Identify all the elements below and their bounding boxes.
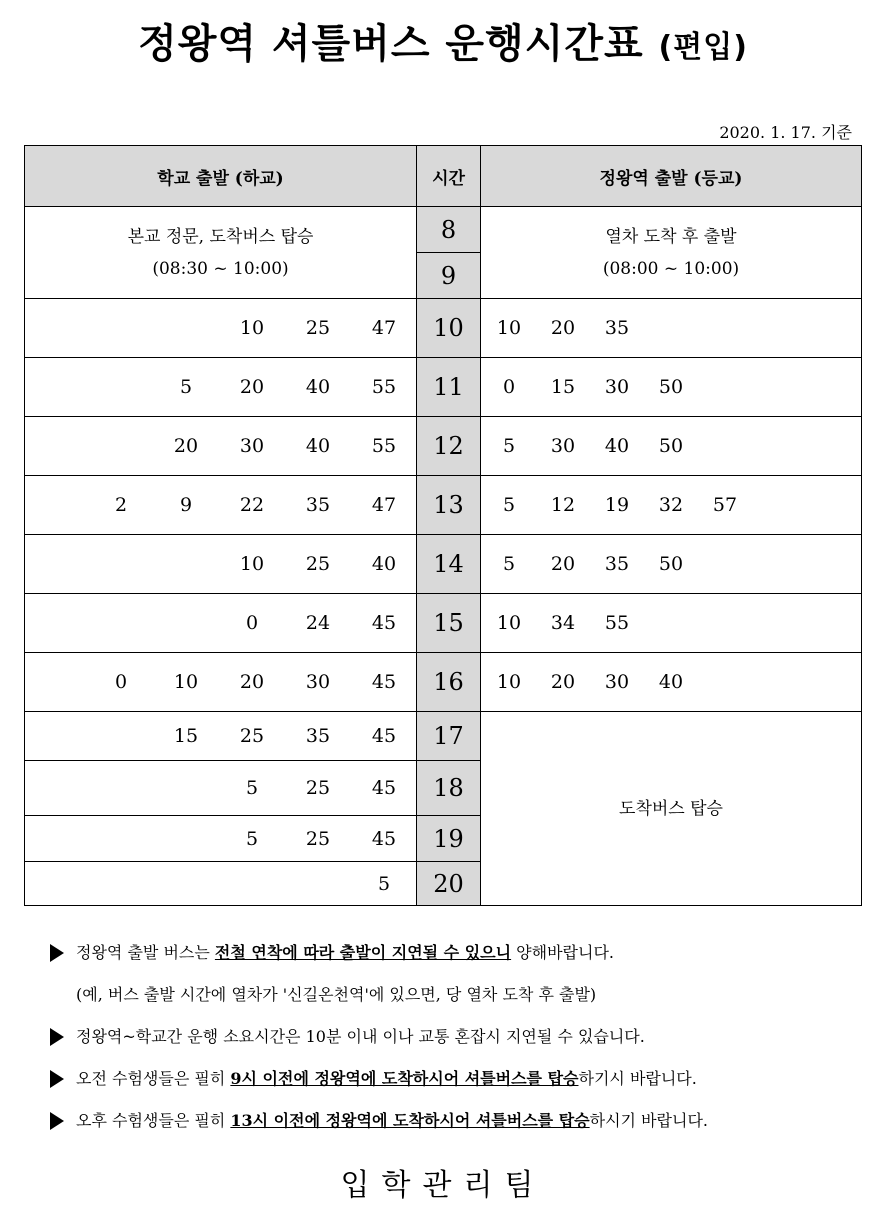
- hour-cell: 8: [417, 207, 481, 253]
- school-minute: 40: [305, 435, 331, 457]
- station-minute: 20: [550, 671, 576, 693]
- note-text-emphasis: 13시 이전에 정왕역에 도착하시어 셔틀버스를 탑승: [230, 1111, 590, 1130]
- station-minute: 57: [712, 494, 738, 516]
- station-minute: 10: [496, 317, 522, 339]
- school-minutes-cell: [25, 299, 417, 358]
- school-minutes-cell: [25, 417, 417, 476]
- hour-cell: 14: [417, 535, 481, 594]
- station-minute: 10: [496, 612, 522, 634]
- school-minute: 5: [179, 376, 193, 398]
- note-text-pre: 오후 수험생들은 필히: [76, 1111, 231, 1130]
- station-minute: 0: [502, 376, 516, 398]
- bullet-triangle-icon: [50, 1070, 64, 1088]
- station-minute: 35: [604, 553, 630, 575]
- station-minutes-cell: [481, 653, 862, 712]
- school-minute: 45: [371, 612, 397, 634]
- note-item: [50, 1108, 870, 1150]
- station-early-info: [481, 207, 862, 299]
- header-station: 정왕역 출발 (등교): [481, 146, 862, 207]
- header-time: 시간: [417, 146, 481, 207]
- school-minute: 24: [305, 612, 331, 634]
- note-text-pre: 정왕역~학교간 운행 소요시간은 10분 이내 이나 교통 혼잡시 지연될 수 있습니다.: [76, 1027, 645, 1046]
- school-minute: 45: [371, 725, 397, 747]
- station-minute: 5: [502, 494, 516, 516]
- school-minute: 40: [305, 376, 331, 398]
- school-minutes-cell: [25, 476, 417, 535]
- school-early-line1: 본교 정문, 도착버스 탑승: [127, 226, 314, 247]
- header-row: [25, 146, 862, 207]
- school-minute: 25: [305, 777, 331, 799]
- school-minute: 9: [179, 494, 193, 516]
- table-row: [25, 535, 862, 594]
- hour-cell: 20: [417, 862, 481, 906]
- station-minute: 12: [550, 494, 576, 516]
- school-minute: 25: [305, 553, 331, 575]
- hour-cell: 15: [417, 594, 481, 653]
- note-text-emphasis: 9시 이전에 정왕역에 도착하시어 셔틀버스를 탑승: [230, 1069, 579, 1088]
- station-minute: 5: [502, 435, 516, 457]
- table-row: [25, 358, 862, 417]
- station-minute: 5: [502, 553, 516, 575]
- title-sub: (편입): [658, 30, 748, 65]
- school-minute: 30: [305, 671, 331, 693]
- school-minute: 0: [245, 612, 259, 634]
- bullet-triangle-icon: [50, 944, 64, 962]
- school-early-info: [25, 207, 417, 299]
- note-text-post: 하시기 바랍니다.: [589, 1111, 708, 1130]
- hour-cell: 19: [417, 816, 481, 862]
- table-row: [25, 653, 862, 712]
- bullet-triangle-icon: [50, 1112, 64, 1130]
- school-minutes-cell: [25, 816, 417, 862]
- station-minute: 40: [658, 671, 684, 693]
- school-minutes-cell: [25, 761, 417, 816]
- school-minute: 25: [305, 317, 331, 339]
- school-minute: 0: [114, 671, 128, 693]
- school-minute: 5: [245, 777, 259, 799]
- school-minutes-cell: [25, 712, 417, 761]
- school-minute: 55: [371, 376, 397, 398]
- bullet-triangle-icon: [50, 1028, 64, 1046]
- table-row: [25, 417, 862, 476]
- note-text: [76, 1024, 645, 1050]
- note-item: [50, 1024, 870, 1066]
- station-minute: 34: [550, 612, 576, 634]
- basis-date: 2020. 1. 17. 기준: [719, 123, 852, 142]
- station-minute: 15: [550, 376, 576, 398]
- table-row: [25, 207, 862, 253]
- signature: 입학관리팀: [340, 1168, 546, 1203]
- station-minutes-cell: [481, 299, 862, 358]
- school-minute: 35: [305, 494, 331, 516]
- school-minutes-cell: [25, 862, 417, 906]
- note-item: [50, 940, 870, 982]
- station-minute: 50: [658, 553, 684, 575]
- note-text: [76, 940, 614, 966]
- table-row: [25, 476, 862, 535]
- note-text: [76, 1066, 697, 1092]
- station-early-line2: (08:00 ~ 10:00): [602, 258, 740, 279]
- note-text-post: 양해바랍니다.: [511, 943, 615, 962]
- table-row: [25, 299, 862, 358]
- school-minutes-cell: [25, 594, 417, 653]
- station-minute: 30: [550, 435, 576, 457]
- school-minute: 20: [239, 671, 265, 693]
- station-minutes-cell: [481, 417, 862, 476]
- school-minute: 20: [239, 376, 265, 398]
- title-main: 정왕역 셔틀버스 운행시간표: [138, 21, 644, 67]
- note-item: [50, 982, 870, 1024]
- station-minute: 40: [604, 435, 630, 457]
- station-minute: 30: [604, 671, 630, 693]
- station-minute: 35: [604, 317, 630, 339]
- school-early-line2: (08:30 ~ 10:00): [152, 258, 289, 279]
- hour-cell: 11: [417, 358, 481, 417]
- school-minute: 22: [239, 494, 265, 516]
- station-minute: 32: [658, 494, 684, 516]
- school-minute: 5: [245, 827, 259, 850]
- station-minute: 20: [550, 317, 576, 339]
- hour-cell: 13: [417, 476, 481, 535]
- note-text-pre: 정왕역 출발 버스는: [76, 943, 215, 962]
- hour-cell: 10: [417, 299, 481, 358]
- note-item: [50, 1066, 870, 1108]
- hour-cell: 18: [417, 761, 481, 816]
- note-text: [76, 1108, 708, 1134]
- school-minute: 2: [114, 494, 128, 516]
- school-minute: 45: [371, 827, 397, 850]
- note-text-emphasis: 전철 연착에 따라 출발이 지연될 수 있으니: [214, 943, 512, 962]
- table-row: [25, 594, 862, 653]
- school-minutes-cell: [25, 653, 417, 712]
- hour-cell: 9: [417, 253, 481, 299]
- school-minute: 47: [371, 494, 397, 516]
- school-minute: 10: [239, 553, 265, 575]
- station-minute: 30: [604, 376, 630, 398]
- hour-cell: 17: [417, 712, 481, 761]
- hour-cell: 16: [417, 653, 481, 712]
- station-minutes-cell: [481, 535, 862, 594]
- school-minute: 10: [173, 671, 199, 693]
- school-minute: 45: [371, 671, 397, 693]
- station-minute: 55: [604, 612, 630, 634]
- school-minute: 47: [371, 317, 397, 339]
- school-minute: 20: [173, 435, 199, 457]
- note-text-pre: (예, 버스 출발 시간에 열차가 '신길온천역'에 있으면, 당 열차 도착 후 출발): [76, 985, 597, 1004]
- school-minutes-cell: [25, 358, 417, 417]
- station-early-line1: 열차 도착 후 출발: [605, 226, 737, 247]
- note-text: [76, 982, 596, 1008]
- station-minute: 20: [550, 553, 576, 575]
- school-minute: 10: [239, 317, 265, 339]
- school-minute: 15: [173, 725, 199, 747]
- station-minute: 19: [604, 494, 630, 516]
- school-minute: 40: [371, 553, 397, 575]
- station-minute: 50: [658, 376, 684, 398]
- timetable: [24, 145, 862, 906]
- table-row: [25, 712, 862, 761]
- station-late-info: 도착버스 탑승: [481, 712, 862, 906]
- school-minute: 25: [305, 827, 331, 850]
- note-text-post: 하기시 바랍니다.: [578, 1069, 697, 1088]
- school-minute: 35: [305, 725, 331, 747]
- station-minutes-cell: [481, 594, 862, 653]
- school-minute: 45: [371, 777, 397, 799]
- school-minute: 25: [239, 725, 265, 747]
- school-minute: 5: [377, 872, 391, 895]
- page-title: [0, 12, 886, 69]
- notes: [50, 940, 870, 1150]
- station-minutes-cell: [481, 476, 862, 535]
- hour-cell: 12: [417, 417, 481, 476]
- school-minute: 55: [371, 435, 397, 457]
- note-text-pre: 오전 수험생들은 필히: [76, 1069, 231, 1088]
- station-minute: 50: [658, 435, 684, 457]
- station-minutes-cell: [481, 358, 862, 417]
- school-minutes-cell: [25, 535, 417, 594]
- header-school: 학교 출발 (하교): [25, 146, 417, 207]
- station-minute: 10: [496, 671, 522, 693]
- school-minute: 30: [239, 435, 265, 457]
